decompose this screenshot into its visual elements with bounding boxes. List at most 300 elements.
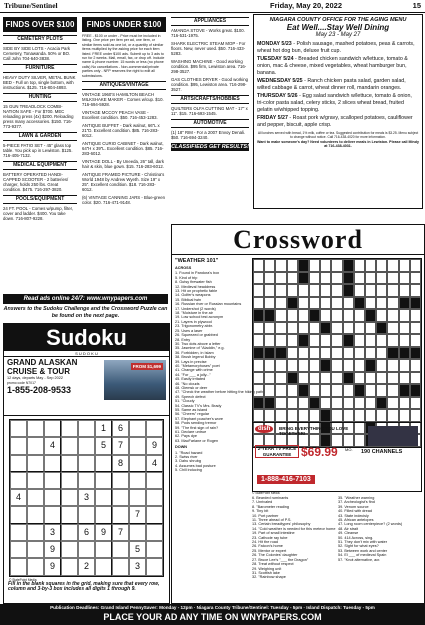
sudoku-cell[interactable]: [95, 558, 112, 575]
crossword-cell[interactable]: [410, 284, 421, 297]
crossword-cell: [410, 384, 421, 397]
section-title: HUNTING: [3, 93, 77, 102]
crossword-cell[interactable]: [354, 259, 365, 272]
crossword-cell[interactable]: [253, 259, 264, 272]
crossword-cell[interactable]: [376, 409, 387, 422]
sudoku-cell[interactable]: [61, 420, 78, 437]
sudoku-cell[interactable]: 8: [112, 455, 129, 472]
crossword-cell[interactable]: [320, 384, 331, 397]
sudoku-cell[interactable]: 9: [44, 541, 61, 558]
sudoku-cell[interactable]: [112, 506, 129, 523]
crossword-cell[interactable]: [309, 347, 320, 360]
menu-day-name: MONDAY 5/23: [257, 41, 292, 47]
crossword-cell[interactable]: [365, 384, 376, 397]
crossword-cell[interactable]: [298, 359, 309, 372]
sudoku-cell[interactable]: 7: [112, 437, 129, 454]
crossword-cell[interactable]: [275, 272, 286, 285]
crossword-cell[interactable]: [399, 272, 410, 285]
crossword-cell[interactable]: [387, 297, 398, 310]
crossword-cell[interactable]: [387, 397, 398, 410]
sudoku-cell[interactable]: 3: [129, 558, 146, 575]
section-title: POOLS/EQUIPMENT: [3, 195, 77, 204]
sudoku-cell[interactable]: [27, 558, 44, 575]
crossword-cell[interactable]: [331, 272, 342, 285]
crossword-cell[interactable]: [253, 359, 264, 372]
crossword-cell[interactable]: [387, 359, 398, 372]
sudoku-cell[interactable]: [27, 472, 44, 489]
crossword-cell[interactable]: [287, 359, 298, 372]
crossword-cell[interactable]: [399, 409, 410, 422]
crossword-cell[interactable]: [264, 372, 275, 385]
crossword-cell[interactable]: [320, 397, 331, 410]
crossword-cell[interactable]: [399, 359, 410, 372]
crossword-cell[interactable]: [309, 297, 320, 310]
crossword-cell[interactable]: [264, 284, 275, 297]
crossword-cell[interactable]: [354, 409, 365, 422]
cruise-ad-sub: 12 days, departs May - Sep 2022: [7, 376, 63, 380]
crossword-cell[interactable]: [399, 322, 410, 335]
crossword-cell[interactable]: [365, 372, 376, 385]
sudoku-cell[interactable]: 5: [129, 541, 146, 558]
clue-across: 5. Kind of trip: [175, 275, 198, 280]
crossword-cell[interactable]: [376, 309, 387, 322]
clue-down: 19. Part of small intestine: [252, 531, 295, 536]
crossword-cell[interactable]: [320, 284, 331, 297]
crossword-cell[interactable]: [399, 372, 410, 385]
crossword-cell[interactable]: [298, 309, 309, 322]
crossword-cell[interactable]: [376, 372, 387, 385]
crossword-cell[interactable]: [343, 347, 354, 360]
crossword-cell[interactable]: [410, 397, 421, 410]
sudoku-cell[interactable]: [27, 524, 44, 541]
crossword-cell: [309, 397, 320, 410]
crossword-cell[interactable]: [410, 322, 421, 335]
sudoku-cell[interactable]: [146, 420, 163, 437]
crossword-cell[interactable]: [298, 297, 309, 310]
crossword-cell[interactable]: [264, 359, 275, 372]
across-clues: [175, 258, 264, 473]
crossword-cell[interactable]: [298, 322, 309, 335]
sudoku-cell[interactable]: [146, 524, 163, 541]
crossword-cell: [320, 409, 331, 422]
crossword-cell[interactable]: [331, 284, 342, 297]
crossword-cell[interactable]: [387, 384, 398, 397]
crossword-cell[interactable]: [309, 372, 320, 385]
crossword-cell[interactable]: [365, 259, 376, 272]
sudoku-cell[interactable]: 2: [78, 558, 95, 575]
crossword-cell[interactable]: [298, 372, 309, 385]
crossword-cell[interactable]: [253, 284, 264, 297]
crossword-cell[interactable]: [298, 284, 309, 297]
sudoku-cell[interactable]: [78, 506, 95, 523]
crossword-cell[interactable]: [320, 372, 331, 385]
crossword-cell: [376, 397, 387, 410]
page-number: 15: [412, 1, 421, 10]
crossword-cell[interactable]: [376, 359, 387, 372]
sudoku-credit: © StatePoint Media: [9, 577, 37, 582]
crossword-cell: [399, 297, 410, 310]
crossword-cell[interactable]: [309, 384, 320, 397]
sudoku-strip: S U D O K U: [4, 351, 169, 357]
sudoku-cell[interactable]: [78, 437, 95, 454]
sudoku-cell[interactable]: [129, 489, 146, 506]
sudoku-cell[interactable]: [44, 489, 61, 506]
crossword-cell[interactable]: [365, 272, 376, 285]
clue-across: 13. Hit on prophetic fable: [175, 289, 218, 294]
crossword-cell[interactable]: [354, 284, 365, 297]
clue-across: 62. Pays dye: [175, 434, 197, 439]
sudoku-cell[interactable]: [61, 506, 78, 523]
clue-across: 47. "Check the weather before hitting the hiking path: [175, 390, 264, 395]
crossword-cell[interactable]: [287, 259, 298, 272]
cruise-price: FROM $1,699: [132, 364, 161, 369]
crossword-cell[interactable]: [331, 259, 342, 272]
crossword-cell[interactable]: [253, 322, 264, 335]
crossword-grid[interactable]: [252, 258, 422, 448]
crossword-cell[interactable]: [287, 322, 298, 335]
crossword-cell[interactable]: [253, 272, 264, 285]
crossword-cell[interactable]: [343, 309, 354, 322]
clue-down: 5. Chill inducing: [175, 468, 202, 473]
crossword-cell[interactable]: [320, 309, 331, 322]
crossword-cell[interactable]: [387, 372, 398, 385]
crossword-cell[interactable]: [410, 372, 421, 385]
clue-across: 57. Elephant poacher's wore: [175, 416, 224, 421]
crossword-cell: [298, 259, 309, 272]
crossword-cell[interactable]: [275, 384, 286, 397]
crossword-cell[interactable]: [387, 334, 398, 347]
crossword-cell[interactable]: [343, 409, 354, 422]
crossword-cell[interactable]: [343, 397, 354, 410]
clue-across: 16. Russian river or Russian mountains: [175, 302, 242, 307]
sudoku-cell[interactable]: 7: [129, 506, 146, 523]
sudoku-cell[interactable]: [27, 420, 44, 437]
sudoku-cell[interactable]: [129, 472, 146, 489]
crossword-cell[interactable]: [376, 347, 387, 360]
crossword-cell[interactable]: [331, 297, 342, 310]
sudoku-cell[interactable]: [44, 420, 61, 437]
crossword-cell[interactable]: [410, 309, 421, 322]
sudoku-cell[interactable]: [10, 437, 27, 454]
crossword-cell[interactable]: [309, 272, 320, 285]
sudoku-cell[interactable]: [78, 455, 95, 472]
crossword-cell[interactable]: [264, 297, 275, 310]
crossword-cell[interactable]: [376, 272, 387, 285]
crossword-cell[interactable]: [264, 334, 275, 347]
crossword-cell[interactable]: [365, 322, 376, 335]
crossword-cell[interactable]: [387, 272, 398, 285]
sudoku-cell[interactable]: [10, 558, 27, 575]
sudoku-grid[interactable]: [9, 419, 164, 577]
sudoku-cell[interactable]: [129, 437, 146, 454]
sudoku-cell[interactable]: [44, 506, 61, 523]
aging-dates: May 23 - May 27: [315, 32, 361, 38]
sudoku-cell[interactable]: [146, 489, 163, 506]
sudoku-cell[interactable]: 6: [78, 524, 95, 541]
crossword-cell[interactable]: [331, 347, 342, 360]
crossword-cell[interactable]: [354, 359, 365, 372]
crossword-cell[interactable]: [365, 409, 376, 422]
crossword-cell[interactable]: [253, 297, 264, 310]
clue-down: 29. Weighing unit: [252, 566, 282, 571]
crossword-cell[interactable]: [298, 397, 309, 410]
crossword-cell[interactable]: [343, 384, 354, 397]
sudoku-cell[interactable]: 4: [44, 437, 61, 454]
crossword-cell[interactable]: [275, 372, 286, 385]
crossword-cell[interactable]: [331, 397, 342, 410]
answers-note: Answers to the Sudoku Challenge and the Crossword Puzzle can be found on the next page.: [3, 306, 168, 319]
crossword-cell[interactable]: [298, 347, 309, 360]
sudoku-cell[interactable]: [95, 455, 112, 472]
crossword-cell[interactable]: [309, 409, 320, 422]
sudoku-cell[interactable]: 3: [78, 489, 95, 506]
crossword-cell[interactable]: [309, 259, 320, 272]
crossword-cell[interactable]: [399, 309, 410, 322]
dish-phone[interactable]: 1-888-416-7103: [257, 475, 315, 484]
crossword-cell[interactable]: [309, 322, 320, 335]
crossword-cell[interactable]: [253, 409, 264, 422]
crossword-cell: [320, 322, 331, 335]
crossword-cell[interactable]: [343, 322, 354, 335]
sudoku-cell[interactable]: [27, 506, 44, 523]
dish-ad[interactable]: [252, 422, 422, 492]
cruise-phone[interactable]: 1-855-208-9533: [7, 385, 72, 395]
sudoku-cell[interactable]: [10, 506, 27, 523]
listing: (1) 18" RIM - For a 2007 Envoy Denali. $50. 716-694-3240.: [171, 130, 246, 140]
sudoku-cell[interactable]: 6: [112, 420, 129, 437]
crossword-cell[interactable]: [264, 322, 275, 335]
listing: (6) VINTAGE CANNING JARS - Blue-green color. $20. 716-471-9148.: [82, 195, 166, 206]
crossword-cell[interactable]: [275, 259, 286, 272]
crossword-cell[interactable]: [275, 334, 286, 347]
crossword-cell[interactable]: [410, 272, 421, 285]
crossword-cell[interactable]: [275, 284, 286, 297]
menu-day: [257, 78, 419, 92]
crossword-cell[interactable]: [331, 322, 342, 335]
crossword-cell[interactable]: [343, 359, 354, 372]
sudoku-cell[interactable]: [61, 455, 78, 472]
crossword-cell[interactable]: [387, 284, 398, 297]
sudoku-cell[interactable]: 9: [44, 558, 61, 575]
crossword-cell[interactable]: [399, 334, 410, 347]
crossword-cell[interactable]: [253, 384, 264, 397]
crossword-cell[interactable]: [387, 309, 398, 322]
crossword-cell[interactable]: [320, 334, 331, 347]
sudoku-cell[interactable]: 9: [146, 437, 163, 454]
crossword-cell[interactable]: [376, 259, 387, 272]
sudoku-cell[interactable]: [61, 472, 78, 489]
crossword-cell[interactable]: [354, 309, 365, 322]
sudoku-cell[interactable]: [10, 541, 27, 558]
sudoku-cell[interactable]: [10, 524, 27, 541]
clue-down: 9. Tiny bit: [252, 509, 269, 514]
crossword-cell[interactable]: [287, 334, 298, 347]
crossword-cell[interactable]: [365, 347, 376, 360]
crossword-cell[interactable]: [331, 372, 342, 385]
sudoku-cell[interactable]: [78, 420, 95, 437]
crossword-cell[interactable]: [275, 409, 286, 422]
crossword-cell[interactable]: [287, 384, 298, 397]
crossword-cell[interactable]: [275, 309, 286, 322]
crossword-cell[interactable]: [275, 297, 286, 310]
sudoku-cell[interactable]: [129, 420, 146, 437]
sudoku-cell[interactable]: [129, 455, 146, 472]
crossword-cell[interactable]: [264, 409, 275, 422]
crossword-cell[interactable]: [331, 409, 342, 422]
crossword-cell[interactable]: [287, 347, 298, 360]
sudoku-cell[interactable]: [95, 541, 112, 558]
crossword-cell[interactable]: [287, 397, 298, 410]
menu-day: [257, 41, 419, 55]
crossword-cell[interactable]: [376, 334, 387, 347]
crossword-cell[interactable]: [320, 259, 331, 272]
crossword-cell[interactable]: [275, 322, 286, 335]
crossword-cell[interactable]: [365, 397, 376, 410]
crossword-cell[interactable]: [376, 284, 387, 297]
sudoku-cell[interactable]: [95, 506, 112, 523]
sudoku-cell[interactable]: [27, 455, 44, 472]
crossword-cell[interactable]: [354, 347, 365, 360]
clue-down: 45. African antelopes: [338, 518, 374, 523]
crossword-cell[interactable]: [354, 272, 365, 285]
crossword-cell[interactable]: [387, 322, 398, 335]
sudoku-cell[interactable]: [78, 541, 95, 558]
crossword-cell[interactable]: [320, 272, 331, 285]
crossword-cell[interactable]: [331, 309, 342, 322]
cruise-ad-title: GRAND ALASKAN CRUISE & TOUR: [7, 358, 78, 376]
sudoku-cell[interactable]: 9: [95, 524, 112, 541]
crossword-cell[interactable]: [287, 309, 298, 322]
sudoku-cell[interactable]: [112, 472, 129, 489]
crossword-cell[interactable]: [331, 359, 342, 372]
crossword-cell[interactable]: [387, 409, 398, 422]
clue-down: 7. Unrivaled: [252, 500, 273, 505]
sudoku-cell[interactable]: [27, 489, 44, 506]
sudoku-cell[interactable]: [61, 489, 78, 506]
sudoku-cell[interactable]: [129, 524, 146, 541]
crossword-cell[interactable]: [264, 384, 275, 397]
crossword-cell[interactable]: [287, 409, 298, 422]
clue-down: 25. Mentor or expert: [252, 548, 287, 553]
sudoku-cell[interactable]: 4: [146, 455, 163, 472]
sudoku-cell[interactable]: [61, 541, 78, 558]
crossword-cell[interactable]: [275, 397, 286, 410]
sudoku-cell[interactable]: [10, 420, 27, 437]
sudoku-cell[interactable]: 5: [95, 437, 112, 454]
crossword-cell[interactable]: [320, 347, 331, 360]
sudoku-box: [3, 323, 170, 604]
sudoku-cell[interactable]: [61, 558, 78, 575]
crossword-cell[interactable]: [354, 334, 365, 347]
crossword-cell[interactable]: [365, 297, 376, 310]
cruise-ad[interactable]: [4, 357, 169, 416]
crossword-cell[interactable]: [399, 397, 410, 410]
crossword-cell[interactable]: [365, 284, 376, 297]
crossword-cell[interactable]: [264, 259, 275, 272]
crossword-cell[interactable]: [343, 297, 354, 310]
sudoku-cell[interactable]: [146, 541, 163, 558]
crossword-cell[interactable]: [399, 259, 410, 272]
footer-cta[interactable]: PLACE YOUR AD ANY TIME ON WNYPAPERS.COM: [103, 612, 322, 622]
crossword-cell[interactable]: [331, 384, 342, 397]
crossword-cell[interactable]: [309, 359, 320, 372]
crossword-cell[interactable]: [309, 284, 320, 297]
crossword-cell[interactable]: [410, 334, 421, 347]
sudoku-cell[interactable]: [44, 455, 61, 472]
crossword-cell[interactable]: [264, 272, 275, 285]
crossword-cell[interactable]: [387, 259, 398, 272]
crossword-cell: [343, 372, 354, 385]
clue-across: 21. Layers in plywood: [175, 319, 212, 324]
crossword-cell: [365, 309, 376, 322]
crossword-cell[interactable]: [410, 259, 421, 272]
crossword-cell[interactable]: [287, 272, 298, 285]
clue-across: 55. Same as island: [175, 408, 208, 412]
sudoku-cell[interactable]: [27, 437, 44, 454]
listing: WASHING MACHINE - Good working condition. $95 firm, Lewiston area. 716-298-3527.: [171, 59, 247, 74]
sudoku-cell[interactable]: [10, 472, 27, 489]
sudoku-cell[interactable]: [27, 541, 44, 558]
crossword-cell[interactable]: [410, 359, 421, 372]
sudoku-cell[interactable]: [112, 541, 129, 558]
crossword-cell[interactable]: [320, 297, 331, 310]
sudoku-cell[interactable]: [112, 489, 129, 506]
sudoku-cell[interactable]: 7: [112, 524, 129, 541]
sudoku-cell[interactable]: [146, 472, 163, 489]
crossword-cell[interactable]: [298, 409, 309, 422]
listing: HEAVY DUTY SILVER, METAL BUNK BED - Full on top, single bottom, with instructions. $125. 716-804-4893.: [3, 75, 76, 90]
crossword-cell[interactable]: [354, 322, 365, 335]
clue-down: 40. Filled with dread: [338, 509, 372, 514]
crossword-cell[interactable]: [410, 409, 421, 422]
crossword-cell[interactable]: [309, 334, 320, 347]
crossword-cell[interactable]: [253, 372, 264, 385]
sudoku-cell[interactable]: [146, 506, 163, 523]
crossword-cell[interactable]: [287, 284, 298, 297]
clue-down: 28. Treat without respect: [252, 562, 294, 567]
clue-down: 1. "Road hazard: [175, 450, 203, 455]
crossword-cell[interactable]: [331, 334, 342, 347]
sudoku-cell[interactable]: 3: [44, 524, 61, 541]
sudoku-cell[interactable]: [61, 437, 78, 454]
crossword-cell[interactable]: [354, 372, 365, 385]
crossword-cell[interactable]: [399, 284, 410, 297]
sudoku-cell[interactable]: [112, 558, 129, 575]
listing: 15 GUN TREADLOCK COMBI-NATION SAFE - For $700. MEC reloading press (4x) $200. Reloading press many accessories. $150. 716-773-9377.: [3, 104, 74, 129]
crossword-cell[interactable]: [365, 334, 376, 347]
crossword-cell[interactable]: [376, 384, 387, 397]
sudoku-cell[interactable]: [44, 472, 61, 489]
online-ads-banner[interactable]: Read ads online 24/7: www.wnypapers.com: [3, 294, 168, 304]
aging-menu-box: [253, 14, 423, 209]
aging-volunteer: Want to make someone's day? Need volunteers to deliver meals in Lewiston. Please call Mindy at 716-438-4031.: [257, 140, 419, 149]
crossword-cell[interactable]: [253, 334, 264, 347]
crossword-cell[interactable]: [376, 297, 387, 310]
sudoku-cell[interactable]: [95, 472, 112, 489]
listing: BATTERY OPERATED HANDI-CAPPED SCOOTER - 2 batteries/ charger, holds 250 lbs. Great condition. $475. 716-297-3820.: [3, 172, 69, 192]
crossword-cell[interactable]: [354, 397, 365, 410]
sudoku-cell[interactable]: [61, 524, 78, 541]
sudoku-cell[interactable]: 4: [10, 489, 27, 506]
sudoku-cell[interactable]: 1: [95, 420, 112, 437]
sudoku-cell[interactable]: [95, 489, 112, 506]
sudoku-cell[interactable]: [10, 455, 27, 472]
crossword-cell[interactable]: [275, 359, 286, 372]
crossword-cell: [287, 372, 298, 385]
sudoku-cell[interactable]: [146, 558, 163, 575]
crossword-cell: [399, 384, 410, 397]
sudoku-cell[interactable]: [78, 472, 95, 489]
